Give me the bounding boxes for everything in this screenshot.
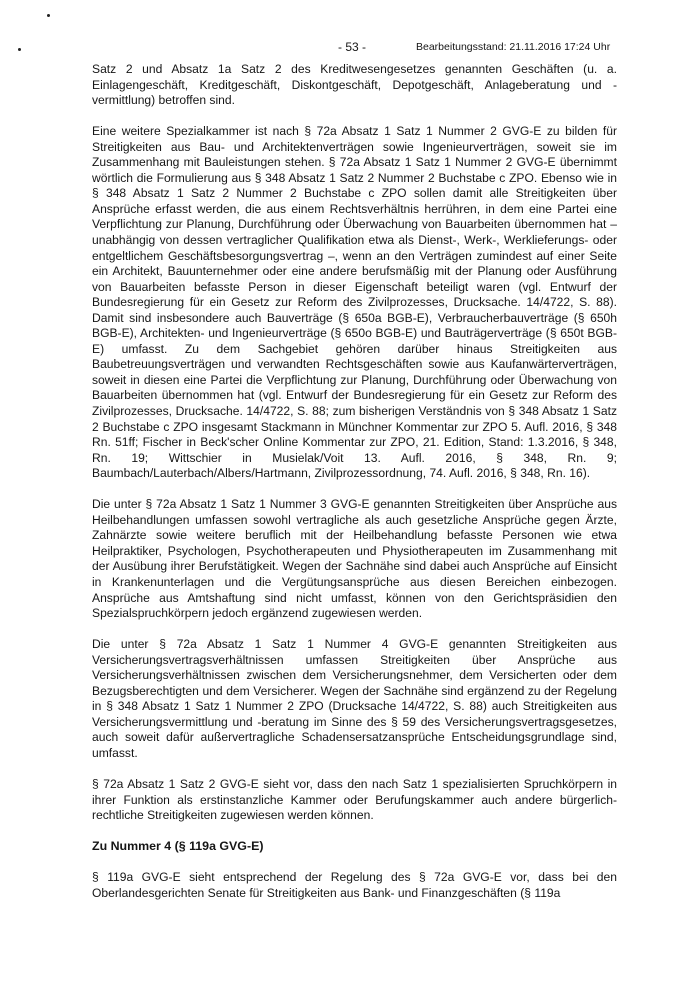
section-heading: Zu Nummer 4 (§ 119a GVG-E): [92, 839, 264, 854]
page-header: [0, 40, 700, 56]
page-number: - 53 -: [338, 40, 367, 54]
body-text: [92, 62, 617, 917]
scan-speck: [47, 14, 50, 17]
revision-status: Bearbeitungsstand: 21.11.2016 17:24 Uhr: [416, 41, 611, 53]
paragraph: Die unter § 72a Absatz 1 Satz 1 Nummer 3 GVG-E genannten Streitigkeiten über Ansprüche aus Heilbehandlungen umfassen sowohl vertragliche als auch gesetzliche Ansprüche gegen Ärzte, Zahnärzte sowie weitere beruflich mit der Heilbehandlung befasste Personen wie etwa Heilpraktiker, Psychologen, Psychotherapeuten und Physiotherapeuten im Zusammenhang mit der Ausübung ihrer Berufstätigkeit. Wegen der Sachnähe sind dabei auch Ansprüche auf Einsicht in Krankenunterlagen und die Vergütungsansprüche aus diesen Bereichen einbezogen. Ansprüche aus Amtshaftung sind nicht umfasst, können von den Gerichtspräsidien den Spezialspruchkörpern jedoch ergänzend zugewiesen werden.: [92, 497, 617, 621]
paragraph: Die unter § 72a Absatz 1 Satz 1 Nummer 4 GVG-E genannten Streitigkeiten aus Versicherungsvertragsverhältnissen umfassen Streitigkeiten über Ansprüche aus Versicherungsverhältnissen zwischen dem Versicherungsnehmer, dem Versicherten oder dem Bezugsberechtigten und dem Versicherer. Wegen der Sachnähe sind ergänzend zu der Regelung in § 348 Absatz 1 Satz 1 Nummer 2 ZPO (Drucksache 14/4722, S. 88) auch Streitigkeiten aus Versicherungsvermittlung und -beratung im Sinne des § 59 des Versicherungsvertragsgesetzes, auch soweit dafür außervertragliche Schadensersatzansprüche Entscheidungsgrundlage sind, umfasst.: [92, 637, 617, 760]
paragraph: § 72a Absatz 1 Satz 2 GVG-E sieht vor, dass den nach Satz 1 spezialisierten Spruchkörpern in ihrer Funktion als erstinstanzliche Kammer oder Berufungskammer auch andere bürgerlich-rechtliche Streitigkeiten zugewiesen werden können.: [92, 776, 617, 823]
paragraph: Eine weitere Spezialkammer ist nach § 72a Absatz 1 Satz 1 Nummer 2 GVG-E zu bilden für Streitigkeiten aus Bau- und Architektenverträgen sowie Ingenieurverträgen, soweit sie im Zusammenhang mit Bauleistungen stehen. § 72a Absatz 1 Satz 1 Nummer 2 GVG-E übernimmt wörtlich die Formulierung aus § 348 Absatz 1 Satz 2 Nummer 2 Buchstabe c ZPO. Ebenso wie in § 348 Absatz 1 Satz 2 Nummer 2 Buchstabe c ZPO sollen damit alle Streitigkeiten über Ansprüche erfasst werden, die aus einem Rechtsverhältnis herrühren, in dem eine Partei eine Verpflichtung zur Planung, Durchführung oder Überwachung von Bauarbeiten übernommen hat – unabhängig von dessen vertraglicher Qualifikation etwa als Dienst-, Werk-, Werklieferungs- oder entgeltlichem Geschäftsbesorgungsvertrag –, wenn an den Verträgen zumindest auf einer Seite ein Architekt, Bauunternehmer oder eine andere berufsmäßig mit der Planung oder Ausführung von Bauarbeiten befasste Person in dieser Eigenschaft beteiligt waren (vgl. Entwurf der Bundesregierung für ein Gesetz zur Reform des Zivilprozesses, Drucksache. 14/4722, S. 88). Damit sind insbesondere auch Bauverträge (§ 650a BGB-E), Verbraucherbauverträge (§ 650h BGB-E), Architekten- und Ingenieurverträge (§ 650o BGB-E) und Bauträgerverträge (§ 650t BGB-E) umfasst. Zu dem Sachgebiet gehören darüber hinaus Streitigkeiten aus Baubetreuungsverträgen und verwandten Rechtsgeschäften sowie aus Kaufanwärterverträgen, soweit in diesen eine Partei die Verpflichtung zur Planung, Durchführung oder Überwachung von Bauarbeiten übernommen hat (vgl. Entwurf der Bundesregierung für ein Gesetz zur Reform des Zivilprozesses, Drucksache. 14/4722, S. 88; zum bisherigen Verständnis von § 348 Absatz 1 Satz 2 Buchstabe c ZPO insgesamt Stackmann in Münchner Kommentar zur ZPO 5. Aufl. 2016, § 348 Rn. 51ff; Fischer in Beck'scher Online Kommentar zur ZPO, 21. Edition, Stand: 1.3.2016, § 348, Rn. 19; Wittschier in Musielak/Voit 13. Aufl. 2016, § 348, Rn. 9; Baumbach/Lauterbach/Albers/Hartmann, Zivilprozessordnung, 74. Aufl. 2016, § 348, Rn. 16).: [92, 124, 617, 481]
paragraph: Satz 2 und Absatz 1a Satz 2 des Kreditwesengesetzes genannten Geschäften (u. a. Einlagengeschäft, Kreditgeschäft, Diskontgeschäft, Depotgeschäft, Anlageberatung und -vermittlung) betroffen sind.: [92, 62, 617, 108]
paragraph: § 119a GVG-E sieht entsprechend der Regelung des § 72a GVG-E vor, dass bei den Oberlandesgerichten Senate für Streitigkeiten aus Bank- und Finanzgeschäften (§ 119a: [92, 870, 617, 900]
